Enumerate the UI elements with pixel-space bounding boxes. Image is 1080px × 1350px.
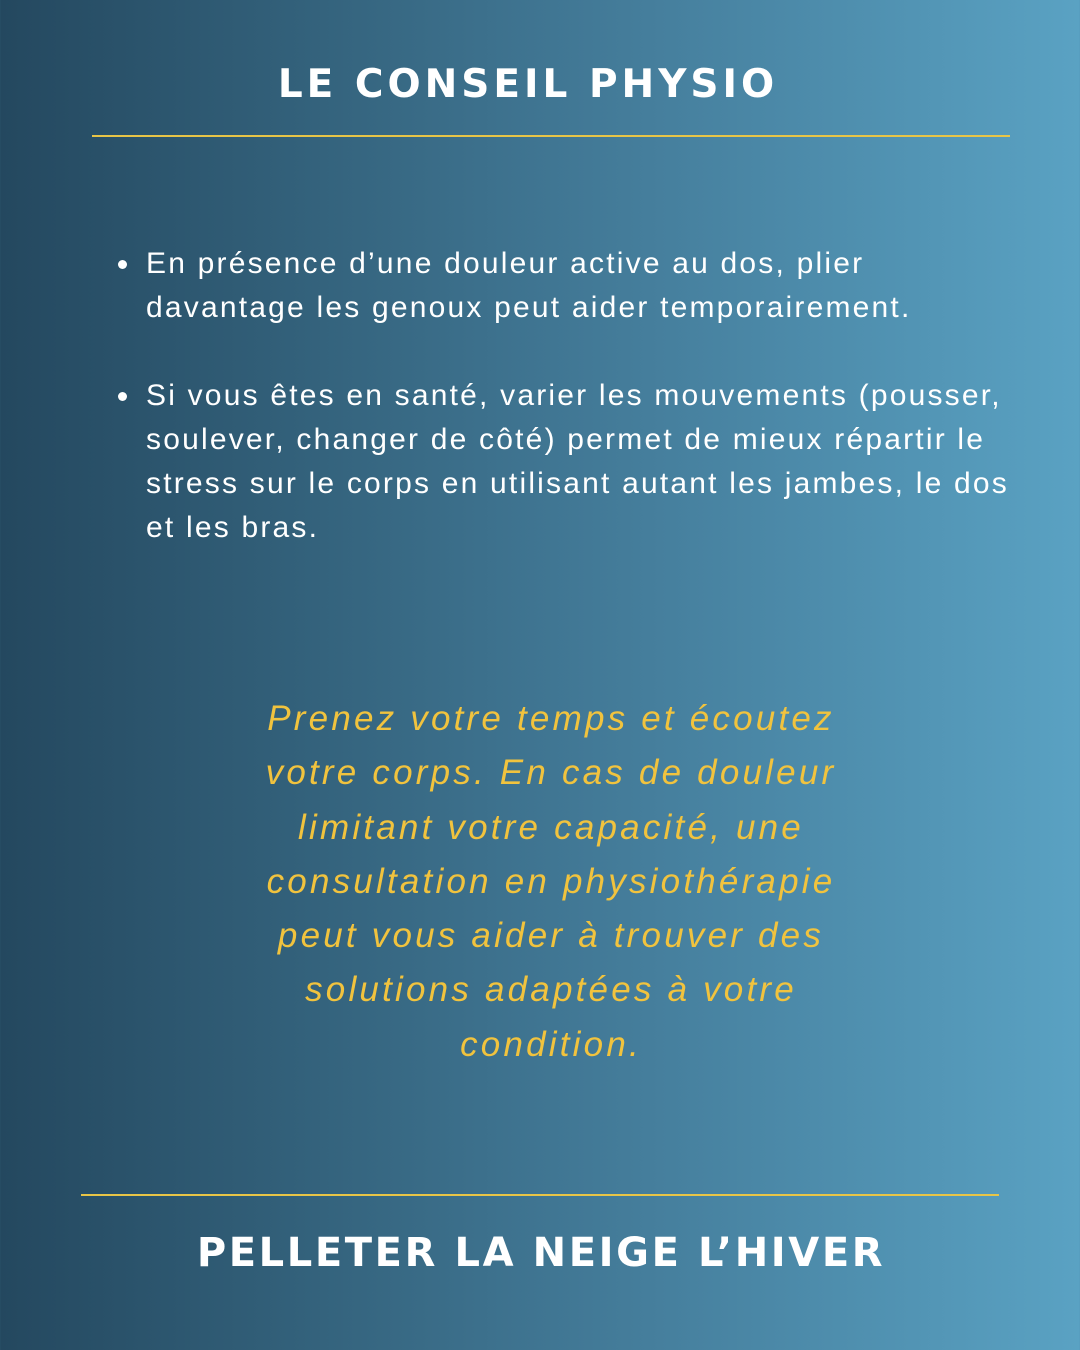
bottom-divider — [81, 1194, 999, 1196]
bullet-icon — [118, 260, 127, 269]
tip-item — [100, 242, 1020, 330]
footer-title: PELLETER LA NEIGE L’HIVER — [196, 1230, 886, 1276]
header-title: LE CONSEIL PHYSIO — [277, 62, 779, 107]
tip-item — [100, 374, 1020, 550]
bullet-icon — [118, 392, 127, 401]
tips-list — [100, 242, 1020, 594]
top-divider — [92, 135, 1010, 137]
tip-text: En présence d’une douleur active au dos, plier davantage les genoux peut aider temporairement. — [146, 247, 912, 324]
advice-quote: Prenez votre temps et écoutez votre corps. En cas de douleur limitant votre capacité, une consultation en physiothérapie peut vous aider à trouver des solutions adaptées à votre condition. — [265, 699, 837, 1064]
tip-text: Si vous êtes en santé, varier les mouvements (pousser, soulever, changer de côté) permet de mieux répartir le stress sur le corps en utilisant autant les jambes, le dos et les bras. — [146, 379, 1009, 544]
